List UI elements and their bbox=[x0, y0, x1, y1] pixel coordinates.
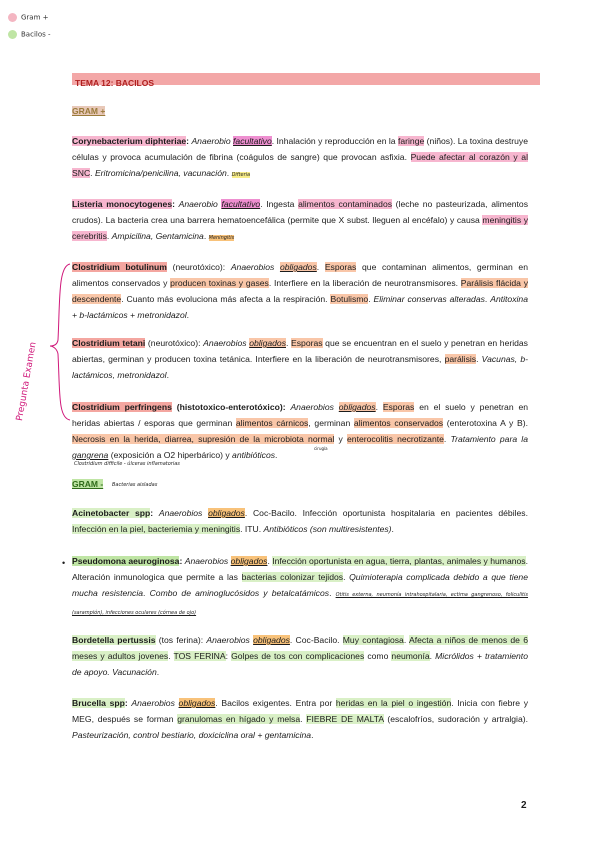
organism-name: Acinetobacter spp bbox=[72, 508, 151, 518]
text: . bbox=[106, 231, 112, 241]
handwritten-note: Otitis externa, neumonía intrahospitalaria, ectima gangrenoso, foliculitis (sarampión), infecciones oculares (córnea de ojo) bbox=[72, 592, 529, 616]
highlight: Puede afectar al corazón y al SNC bbox=[72, 152, 528, 178]
highlight: Parálisis flácida y descendente bbox=[72, 278, 528, 304]
highlight: alimentos cárnicos bbox=[235, 418, 309, 428]
highlight: producen toxinas y gases bbox=[170, 278, 269, 288]
text: . bbox=[484, 294, 491, 304]
text: . bbox=[300, 714, 307, 724]
highlight: Muy contagiosa bbox=[342, 635, 404, 645]
entry-listeria bbox=[72, 196, 528, 246]
organism-name: Listeria monocytogenes bbox=[72, 199, 173, 209]
highlight: FIEBRE DE MALTA bbox=[306, 714, 384, 724]
text: . bbox=[329, 588, 336, 598]
highlight: heridas en la piel o ingestión bbox=[335, 698, 452, 708]
side-note: Pregunta Examen bbox=[15, 341, 39, 422]
sep: : bbox=[150, 508, 159, 518]
organism-name: Clostridium perfringens bbox=[72, 402, 172, 412]
text: que contaminan alimentos, germinan en alimentos conservados y bbox=[72, 262, 528, 288]
text: . Cuanto más evoluciona más afecta a la respiración. bbox=[121, 294, 331, 304]
text: . bbox=[429, 651, 436, 661]
highlight: Infección oportunista en agua, tierra, plantas, animales y humanos bbox=[272, 556, 526, 566]
text: (neurotóxico): bbox=[145, 338, 204, 348]
text: . Interfiere en la liberación de neurotransmisores. bbox=[268, 278, 461, 288]
highlight: faringe bbox=[397, 136, 425, 146]
type-highlight: obligados bbox=[249, 338, 286, 348]
highlight: Esporas bbox=[324, 262, 357, 272]
treatment: Eliminar conservas alteradas bbox=[373, 294, 485, 304]
text: . bbox=[311, 730, 314, 740]
type-highlight: obligados bbox=[279, 262, 317, 272]
text: . bbox=[443, 434, 451, 444]
legend-label: Gram + bbox=[21, 13, 49, 22]
text: : bbox=[225, 651, 232, 661]
type-label: Anaerobio bbox=[178, 199, 222, 209]
type-label: Anaerobios bbox=[184, 556, 231, 566]
sep: : bbox=[186, 136, 192, 146]
text: . bbox=[391, 524, 394, 534]
gram-negative-note: Bacterias aisladas bbox=[112, 482, 158, 488]
text: . bbox=[143, 588, 150, 598]
highlight: Botulismo bbox=[330, 294, 369, 304]
treatment: Antibióticos (son multiresistentes) bbox=[263, 524, 392, 534]
highlight: Infección en la piel, bacteriemia y meningitis bbox=[72, 524, 241, 534]
legend-item-bacilos bbox=[8, 30, 51, 39]
text: . Inicia con fiebre y MEG, después se forman bbox=[72, 698, 528, 724]
type-highlight: obligados bbox=[178, 698, 216, 708]
text: . Alteración inmunologica que permite a las bbox=[72, 556, 528, 582]
text: . Ingesta bbox=[260, 199, 299, 209]
text: en el suelo y penetran en heridas abiertas / esporas que germinan bbox=[72, 402, 529, 428]
gram-negative-heading: GRAM - bbox=[72, 479, 104, 489]
type-label: Anaerobios bbox=[131, 698, 179, 708]
text: . bbox=[476, 354, 482, 364]
text: . bbox=[275, 450, 278, 460]
entry-brucella bbox=[72, 695, 528, 743]
treatment: antibióticos bbox=[232, 450, 276, 460]
type-highlight: facultativo bbox=[233, 136, 272, 146]
highlight: granulomas en hígado y melsa bbox=[177, 714, 301, 724]
organism-name: Clostridium botulinum bbox=[72, 262, 167, 272]
highlight: Necrosis en la herida, diarrea, supresión de la microbiota normal bbox=[72, 434, 335, 444]
text: . Inhalación y reproducción en la bbox=[271, 136, 398, 146]
entry-perfringens bbox=[72, 399, 528, 463]
pink-dot-icon bbox=[8, 13, 17, 22]
gram-positive-heading: GRAM + bbox=[72, 106, 106, 116]
sep: : bbox=[124, 698, 132, 708]
highlight: Esporas bbox=[382, 402, 415, 412]
handwritten-note: Clostridium difficile - úlceras inflamatorias bbox=[74, 461, 180, 467]
treatment: Pasteurización, control bestiario, doxiciclina oral + gentamicina bbox=[72, 730, 312, 740]
type-label: Anaerobios bbox=[290, 402, 339, 412]
type-highlight: obligados bbox=[230, 556, 268, 566]
organism-name: Brucella spp bbox=[72, 698, 125, 708]
page-title: TEMA 12: BACILOS bbox=[75, 78, 155, 88]
text: . Bacilos exigentes. Entra por bbox=[215, 698, 336, 708]
handwritten-note: Difteria bbox=[231, 172, 251, 178]
text: . bbox=[156, 667, 160, 677]
entry-botulinum bbox=[72, 259, 528, 323]
text: . bbox=[168, 651, 174, 661]
text: . bbox=[267, 556, 273, 566]
entry-corynebacterium bbox=[72, 133, 528, 183]
text: . bbox=[343, 572, 350, 582]
type-label: Anaerobios bbox=[230, 262, 280, 272]
green-dot-icon bbox=[8, 30, 17, 39]
text: y bbox=[334, 434, 348, 444]
text: . Coc-Bacilo. Infección oportunista hospitalaria en pacientes débiles. bbox=[244, 508, 528, 518]
treatment: Antitoxina + b-lactámicos + metronidazol bbox=[72, 294, 528, 320]
entry-acinetobacter bbox=[72, 505, 528, 537]
organism-name: Bordetella pertussis bbox=[72, 635, 156, 645]
text: . ITU. bbox=[240, 524, 264, 534]
type-highlight: obligados bbox=[208, 508, 245, 518]
treatment: Quimioterapia complicada debido a que tiene mucha resistencia bbox=[72, 572, 528, 598]
text: (exposición a O2 hiperbárico) y bbox=[108, 450, 233, 460]
text: (tos ferina): bbox=[155, 635, 207, 645]
entry-bordetella bbox=[72, 632, 528, 680]
bullet-icon: • bbox=[62, 558, 66, 568]
text: . bbox=[286, 338, 292, 348]
highlight: Esporas bbox=[291, 338, 323, 348]
text: , germinan bbox=[308, 418, 354, 428]
text: . bbox=[166, 370, 169, 380]
text: . bbox=[375, 402, 383, 412]
highlight: meningitis y cerebritis bbox=[72, 215, 529, 241]
handwritten-note: Meningitis bbox=[208, 235, 235, 241]
type-label: Anaerobio bbox=[191, 136, 234, 146]
highlight: alimentos conservados bbox=[353, 418, 444, 428]
page-number: 2 bbox=[521, 800, 527, 811]
text: . bbox=[186, 310, 190, 320]
entry-pseudomona bbox=[72, 553, 528, 621]
treatment: Vacunas, b-lactámicos, metronidazol bbox=[72, 354, 529, 380]
handwritten-note-small: cirugía bbox=[314, 446, 328, 451]
sep: : bbox=[179, 556, 185, 566]
treatment: Micrólidos + tratamiento de apoyo. Vacunación bbox=[72, 651, 528, 677]
text: que se encuentran en el suelo y penetran en heridas abiertas, germinan y producen toxina tetánica bbox=[72, 338, 528, 364]
highlight: Golpes de tos con complicaciones bbox=[231, 651, 365, 661]
type-highlight: facultativo bbox=[221, 199, 261, 209]
type-highlight: obligados bbox=[338, 402, 376, 412]
type-label: Anaerobios bbox=[158, 508, 209, 518]
entry-tetani bbox=[72, 335, 528, 383]
treatment: gangrena bbox=[72, 450, 109, 460]
highlight: neumonía bbox=[391, 651, 430, 661]
page-title-bar bbox=[72, 73, 540, 88]
type-label: Anaerobios bbox=[206, 635, 254, 645]
text: (histotoxico-enterotóxico): bbox=[171, 402, 291, 412]
text: como bbox=[364, 651, 392, 661]
organism-name: Corynebacterium diphteriae bbox=[72, 136, 187, 146]
text: . bbox=[368, 294, 374, 304]
treatment: Combo de aminoglucósidos y betalcatámicos bbox=[149, 588, 330, 598]
highlight: bacterias colonizar tejidos bbox=[241, 572, 344, 582]
text: (escalofríos, sudoración y artralgia). bbox=[383, 714, 528, 724]
highlight: parálisis bbox=[444, 354, 477, 364]
sep: : bbox=[172, 199, 179, 209]
text: (enterotoxina A y B). bbox=[443, 418, 529, 428]
text: . bbox=[316, 262, 325, 272]
legend-label: Bacilos - bbox=[21, 30, 51, 39]
type-label: Anaerobios bbox=[203, 338, 250, 348]
text: . bbox=[403, 635, 410, 645]
treatment: Tratamiento para la bbox=[450, 434, 528, 444]
text: . Interfiere en la liberación de neurotransmisores, bbox=[249, 354, 445, 364]
text: . bbox=[226, 168, 232, 178]
text: (leche no pasteurizada, alimentos crudos). La bacteria crea una barrera hematoencefálica (permite que X subst. lleguen al encéfalo) y causa bbox=[72, 199, 528, 225]
highlight: alimentos contaminados bbox=[298, 199, 393, 209]
organism-name: Clostridium tetani bbox=[72, 338, 146, 348]
text: (niños). La toxina destruye células y provoca acumulación de fibrina (coágulos de sangre) que provocan asfixia. bbox=[72, 136, 529, 162]
legend-item-gram-pos bbox=[8, 13, 49, 22]
text: . bbox=[203, 231, 209, 241]
text: . Coc-Bacilo. bbox=[289, 635, 343, 645]
treatment: Ampicilina, Gentamicina bbox=[111, 231, 204, 241]
highlight: TOS FERINA bbox=[173, 651, 226, 661]
organism-name: Pseudomona aeuroginosa bbox=[72, 556, 180, 566]
type-highlight: obligados bbox=[253, 635, 290, 645]
treatment: Eritromicina/penicilina, vacunación bbox=[94, 168, 227, 178]
text: . bbox=[90, 168, 95, 178]
text: (neurotóxico): bbox=[166, 262, 231, 272]
highlight: enterocolitis necrotizante bbox=[347, 434, 444, 444]
highlight: Afecta a niños de menos de 6 meses y adultos jovenes bbox=[72, 635, 528, 661]
